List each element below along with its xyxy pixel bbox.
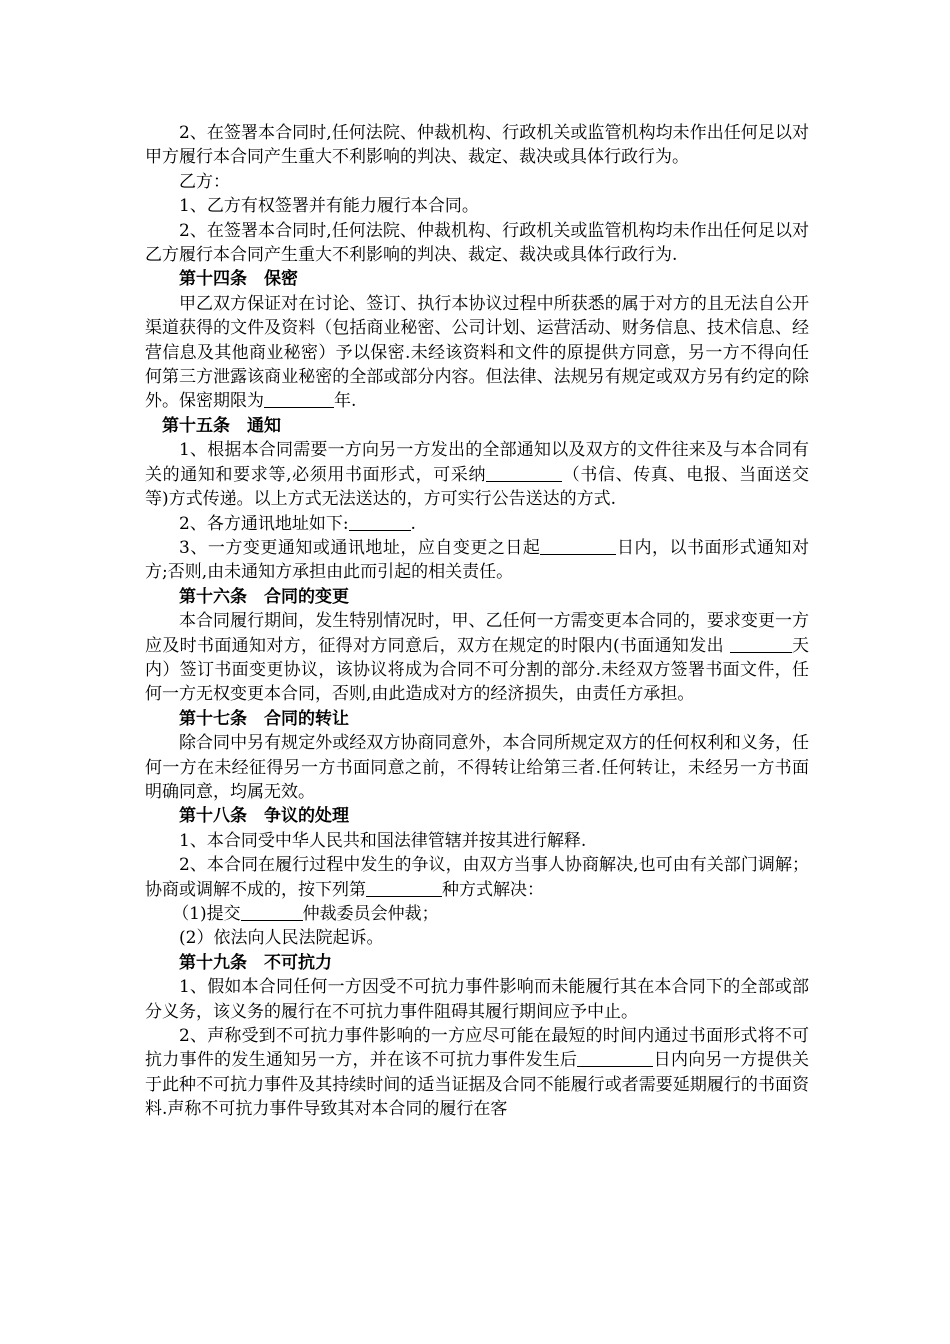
paragraph	[145, 170, 809, 194]
paragraph-text: （1)提交	[172, 904, 241, 924]
paragraph-text: .	[410, 513, 416, 534]
paragraph-text: 甲乙双方保证对在讨论、签订、执行本协议过程中所获悉的属于对方的且无法自公开渠道获得的文件及资料（包括商业秘密、公司计划、运营活动、财务信息、技术信息、经营信息及其他商业秘密）予以保密.未经该资料和文件的原提供方同意，另一方不得向任何第三方泄露该商业秘密的全部或部分内容。但法律、法规另有规定或双方另有约定的除外。保密期限为	[145, 293, 809, 412]
paragraph	[145, 975, 809, 1024]
paragraph	[145, 609, 809, 707]
article-heading: 第十七条 合同的转让	[179, 708, 349, 729]
paragraph-text: 1、乙方有权签署并有能力履行本合同。	[179, 196, 479, 217]
paragraph-text: 1、本合同受中华人民共和国法律管辖并按其进行解释.	[179, 830, 587, 851]
paragraph	[145, 219, 809, 268]
paragraph-text: 日内向另一方提供关于此种不可抗力事件及其持续时间的适当证据及合同不能履行或者需要延期履行的书面资料.声称不可抗力事件导致其对本合同的履行在客	[145, 1050, 810, 1120]
paragraph-text: 1、假如本合同任何一方因受不可抗力事件影响而未能履行其在本合同下的全部或部分义务，该义务的履行在不可抗力事件阻碍其履行期间应予中止。	[145, 977, 809, 1022]
blank-line	[486, 464, 562, 482]
paragraph-text: 种方式解决：	[442, 879, 544, 900]
paragraph-text: 2、在签署本合同时,任何法院、仲裁机构、行政机关或监管机构均未作出任何足以对乙方履行本合同产生重大不利影响的判决、裁定、裁决或具体行政行为.	[145, 220, 809, 266]
article-heading: 第十九条 不可抗力	[179, 952, 332, 973]
paragraph	[145, 512, 809, 536]
paragraph-text: 2、在签署本合同时,任何法院、仲裁机构、行政机关或监管机构均未作出任何足以对甲方履行本合同产生重大不利影响的判决、裁定、裁决或具体行政行为。	[145, 123, 809, 168]
paragraph-text: 2、本合同在履行过程中发生的争议，由双方当事人协商解决,也可由有关部门调解；协商或调解不成的，按下列第	[145, 855, 809, 900]
paragraph-text: 除合同中另有规定外或经双方协商同意外，本合同所规定双方的任何权利和义务，任何一方在未经征得另一方书面同意之前，不得转让给第三者.任何转让，未经另一方书面明确同意，均属无效。	[145, 733, 809, 802]
paragraph	[145, 194, 809, 218]
paragraph	[145, 121, 809, 170]
paragraph	[145, 926, 809, 950]
paragraph	[145, 1024, 809, 1122]
paragraph	[145, 438, 809, 511]
blank-line	[264, 390, 334, 408]
blank-line	[577, 1049, 653, 1067]
paragraph-text: 天内）签订书面变更协议，该协议将成为合同不可分割的部分.未经双方签署书面文件，任何一方无权变更本合同，否则,由此造成对方的经济损失，由责任方承担。	[145, 635, 809, 705]
paragraph	[145, 829, 809, 853]
paragraph-text: 仲裁委员会仲裁；	[302, 904, 439, 924]
paragraph-text: 1、根据本合同需要一方向另一方发出的全部通知以及双方的文件往来及与本合同有关的通知和要求等,必须用书面形式，可采纳	[145, 440, 809, 485]
paragraph	[145, 902, 809, 926]
paragraph	[145, 731, 809, 804]
blank-line	[366, 879, 442, 897]
article-heading: 第十五条 通知	[162, 415, 281, 436]
paragraph-text: (2）依法向人民法院起诉。	[179, 928, 384, 949]
paragraph	[145, 292, 809, 414]
paragraph-text: 年.	[334, 391, 357, 412]
blank-line	[241, 903, 303, 921]
article-heading: 第十八条 争议的处理	[179, 806, 349, 827]
blank-line	[730, 635, 792, 653]
article-heading: 第十四条 保密	[179, 269, 298, 290]
paragraph-text: 2、各方通讯地址如下:	[179, 513, 349, 534]
contract-text	[145, 121, 809, 1122]
blank-line	[349, 513, 411, 531]
paragraph	[145, 853, 809, 902]
paragraph-text: 2、声称受到不可抗力事件影响的一方应尽可能在最短的时间内通过书面形式将不可抗力事件的发生通知另一方，并在该不可抗力事件发生后	[145, 1026, 809, 1071]
paragraph-text: 乙方：	[179, 171, 230, 192]
article-heading: 第十六条 合同的变更	[179, 586, 349, 607]
paragraph-text: 本合同履行期间，发生特别情况时，甲、乙任何一方需变更本合同的，要求变更一方应及时书面通知对方，征得对方同意后，双方在规定的时限内(书面通知发出	[145, 611, 809, 656]
paragraph-text: 日内，以书面形式通知对方;否则,由未通知方承担由此而引起的相关责任。	[145, 537, 809, 583]
paragraph-text: 3、一方变更通知或通讯地址，应自变更之日起	[179, 537, 541, 558]
paragraph-text: （书信、传真、电报、当面送交等)方式传递。以上方式无法送达的，方可实行公告送达的方式.	[145, 464, 810, 510]
paragraph	[145, 536, 809, 585]
blank-line	[540, 537, 616, 555]
